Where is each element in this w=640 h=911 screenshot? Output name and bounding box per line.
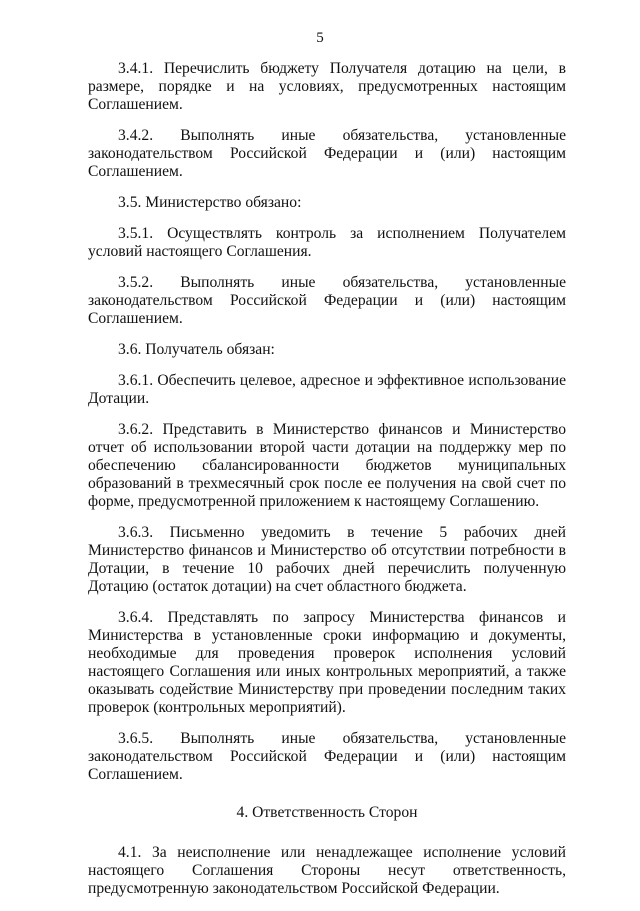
document-body <box>88 60 566 911</box>
paragraph-3-4-2: 3.4.2. Выполнять иные обязательства, установленные законодательством Российской Федерации и (или) настоящим Соглашением. <box>88 127 566 180</box>
paragraph-3-6-2: 3.6.2. Представить в Министерство финансов и Министерство отчет об использовании второй части дотации на поддержку мер по обеспечению сбалансированности бюджетов муниципальных образований в трехмесячный срок после ее получения на свой счет по форме, предусмотренной приложением к настоящему Соглашению. <box>88 421 566 510</box>
page-number: 5 <box>316 30 324 46</box>
paragraph-3-5: 3.5. Министерство обязано: <box>118 194 302 211</box>
section-heading: 4. Ответственность Сторон <box>236 804 418 821</box>
paragraph-3-4-1: 3.4.1. Перечислить бюджету Получателя дотацию на цели, в размере, порядке и на условиях, предусмотренных настоящим Соглашением. <box>88 60 566 113</box>
paragraph-3-6-3: 3.6.3. Письменно уведомить в течение 5 рабочих дней Министерство финансов и Министерство об отсутствии потребности в Дотации, в течение 10 рабочих дней перечислить полученную Дотацию (остаток дотации) на счет областного бюджета. <box>88 524 566 595</box>
paragraph-3-6: 3.6. Получатель обязан: <box>118 341 275 358</box>
paragraph-3-6-4: 3.6.4. Представлять по запросу Министерства финансов и Министерства в установленные сроки информацию и документы, необходимые для проведения проверок исполнения условий настоящего Соглашения или иных контрольных мероприятий, а также оказывать содействие Министерству при проведении последним таких проверок (контрольных мероприятий). <box>88 609 566 716</box>
paragraph-3-6-5: 3.6.5. Выполнять иные обязательства, установленные законодательством Российской Федерации и (или) настоящим Соглашением. <box>88 730 566 783</box>
paragraph-3-6-1: 3.6.1. Обеспечить целевое, адресное и эффективное использование Дотации. <box>88 372 566 407</box>
paragraph-3-5-1: 3.5.1. Осуществлять контроль за исполнением Получателем условий настоящего Соглашения. <box>88 225 566 260</box>
paragraph-4-1: 4.1. За неисполнение или ненадлежащее исполнение условий настоящего Соглашения Стороны несут ответственность, предусмотренную законодательством Российской Федерации. <box>88 844 566 897</box>
paragraph-3-5-2: 3.5.2. Выполнять иные обязательства, установленные законодательством Российской Федерации и (или) настоящим Соглашением. <box>88 274 566 327</box>
